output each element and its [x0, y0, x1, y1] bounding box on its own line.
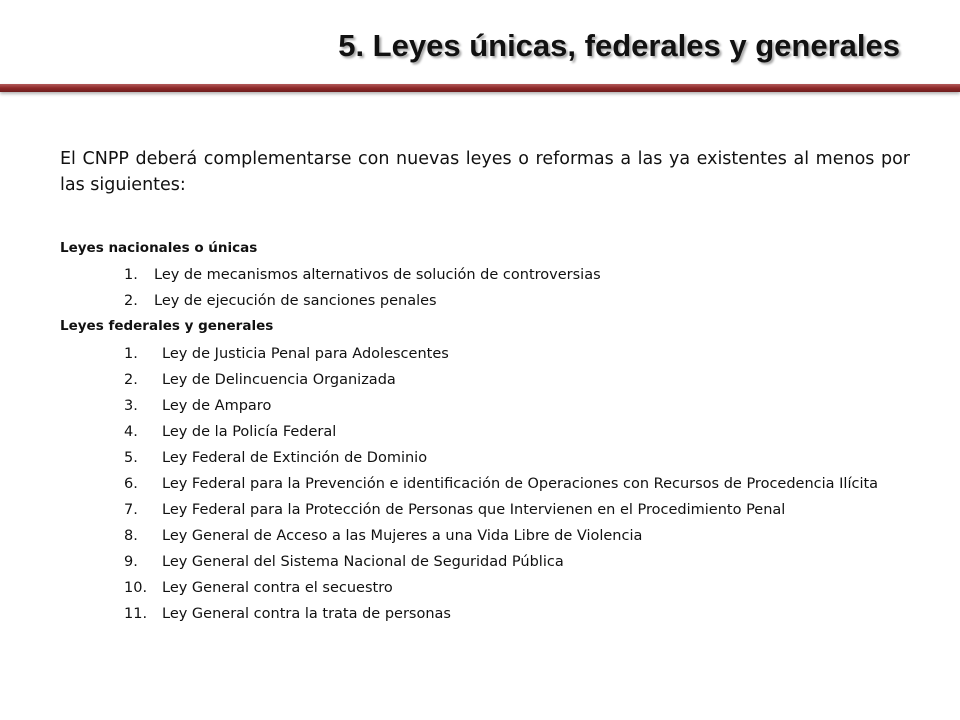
list-item-number: 10. — [124, 580, 148, 596]
list-item-text: Ley de ejecución de sanciones penales — [154, 293, 437, 309]
list-item — [124, 475, 924, 493]
list-item — [124, 553, 924, 571]
list-item — [124, 397, 924, 415]
list-item-text: Ley de Justicia Penal para Adolescentes — [162, 346, 449, 362]
title-divider — [0, 84, 960, 92]
list-item-number: 2. — [124, 293, 138, 309]
list-item — [124, 371, 924, 389]
list-federal-laws — [124, 345, 924, 631]
list-item — [124, 579, 924, 597]
list-item-text: Ley de Delincuencia Organizada — [162, 372, 396, 388]
list-item-number: 7. — [124, 502, 138, 518]
list-item-text: Ley General contra el secuestro — [162, 580, 393, 596]
list-item-number: 1. — [124, 267, 138, 283]
list-item — [124, 527, 924, 545]
list-item-text: Ley de Amparo — [162, 398, 272, 414]
list-item — [124, 423, 924, 441]
list-item-number: 11. — [124, 606, 148, 622]
list-item-number: 5. — [124, 450, 138, 466]
list-item-text: Ley General de Acceso a las Mujeres a una Vida Libre de Violencia — [162, 528, 643, 544]
list-item — [124, 605, 924, 623]
list-item-number: 4. — [124, 424, 138, 440]
list-item-number: 9. — [124, 554, 138, 570]
list-item — [124, 292, 904, 318]
list-item — [124, 449, 924, 467]
list-item-text: Ley Federal de Extinción de Dominio — [162, 450, 428, 466]
section-heading-federal: Leyes federales y generales — [60, 318, 274, 334]
list-item-text: Ley de mecanismos alternativos de solución de controversias — [154, 267, 601, 283]
list-item-number: 8. — [124, 528, 138, 544]
list-item — [124, 345, 924, 363]
list-item-number: 1. — [124, 346, 138, 362]
slide-title: 5. Leyes únicas, federales y generales — [338, 28, 900, 63]
list-item-text: Ley de la Policía Federal — [162, 424, 337, 440]
list-item-number: 2. — [124, 372, 138, 388]
section-heading-national: Leyes nacionales o únicas — [60, 240, 258, 256]
list-item-text: Ley Federal para la Prevención e identificación de Operaciones con Recursos de Procedencia Ilícita — [162, 476, 879, 492]
list-item-text: Ley General del Sistema Nacional de Seguridad Pública — [162, 554, 564, 570]
list-national-laws — [124, 266, 904, 318]
list-item-text: Ley Federal para la Protección de Personas que Intervienen en el Procedimiento Penal — [162, 502, 786, 518]
list-item-number: 3. — [124, 398, 138, 414]
list-item-number: 6. — [124, 476, 138, 492]
list-item-text: Ley General contra la trata de personas — [162, 606, 451, 622]
intro-paragraph: El CNPP deberá complementarse con nuevas leyes o reformas a las ya existentes al menos por las siguientes: — [60, 149, 910, 195]
list-item — [124, 501, 924, 519]
list-item — [124, 266, 904, 292]
